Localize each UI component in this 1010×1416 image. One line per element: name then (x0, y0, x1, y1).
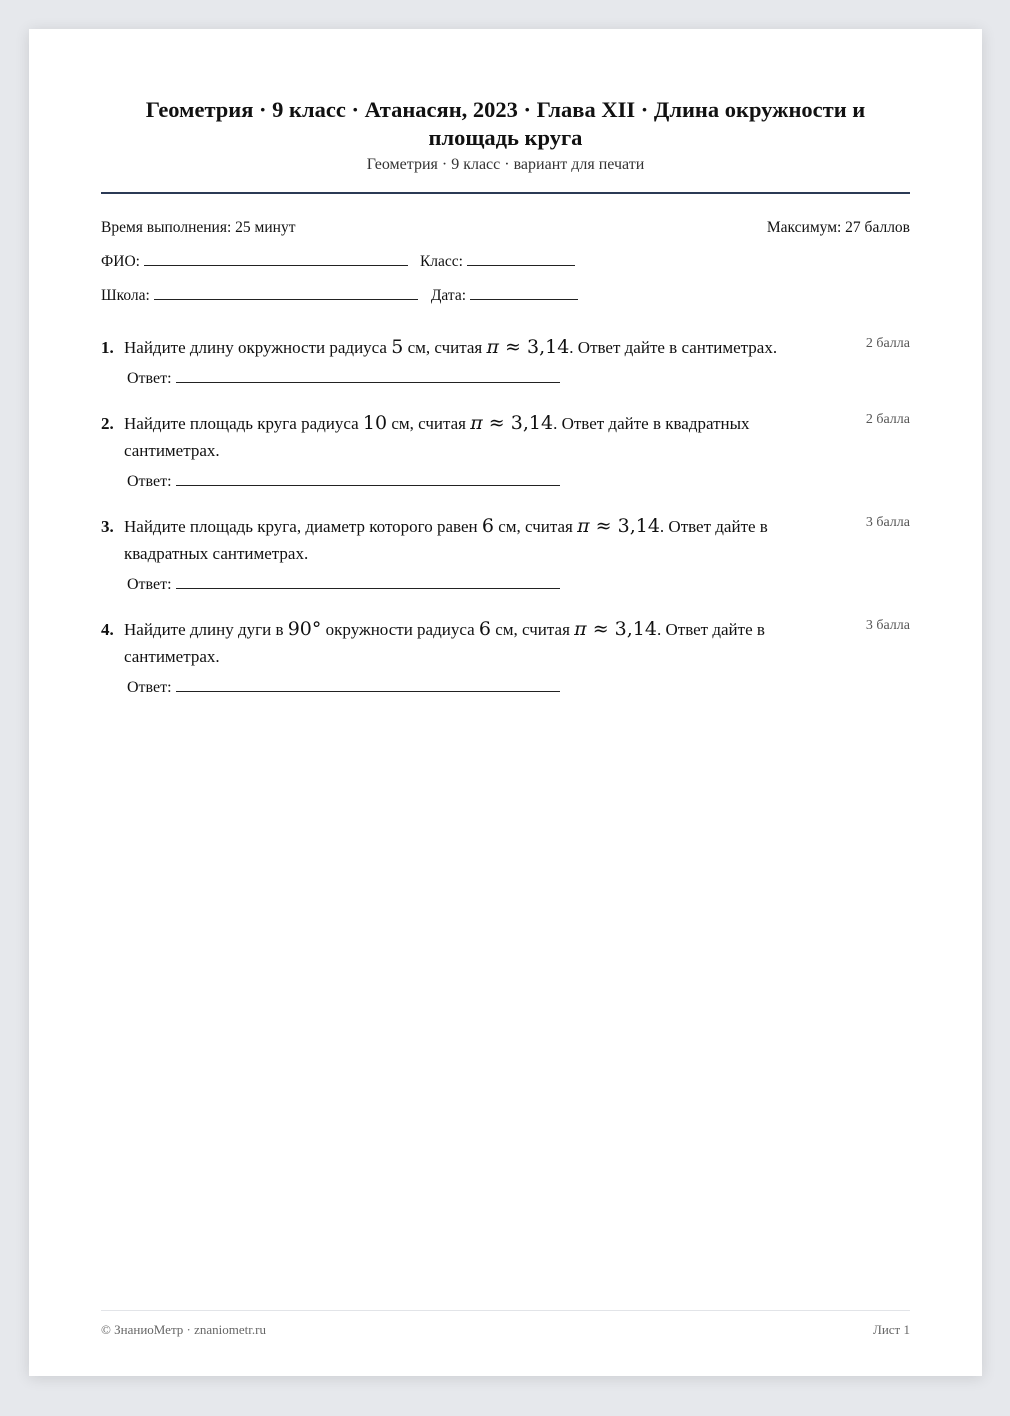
name-field[interactable] (144, 251, 408, 266)
task-points: 2 балла (865, 336, 910, 351)
answer-field[interactable] (176, 677, 560, 692)
pi-expression: π ≈ 3,14 (577, 515, 660, 537)
math-value: 90° (287, 618, 322, 640)
school-label: Школа: (101, 287, 150, 304)
class-label: Класс: (419, 253, 463, 270)
worksheet-page (29, 29, 982, 1376)
task-points: 2 балла (865, 412, 910, 427)
task-number: 1. (101, 338, 114, 357)
page-content (101, 29, 910, 1376)
task-text: Найдите длину дуги в 90° окружности радиуса 6 см, считая π ≈ 3,14. Ответ дайте в сантиметрах. (124, 618, 765, 666)
page-subtitle: Геометрия · 9 класс · вариант для печати (366, 156, 645, 173)
max-score: Максимум: 27 баллов (766, 219, 910, 236)
school-date-row (101, 285, 910, 306)
answer-row (127, 677, 910, 698)
math-value: 10 (362, 412, 388, 434)
math-value: 6 (481, 515, 494, 537)
answer-row (127, 574, 910, 595)
task-item (101, 334, 910, 389)
task-item (101, 513, 910, 595)
page-title: Геометрия · 9 класс · Атанасян, 2023 · Глава XII · Длина окружности и площадь круга (145, 97, 866, 150)
task-number: 3. (101, 517, 114, 536)
task-item (101, 616, 910, 698)
footer-copyright: © ЗнаниоМетр · znaniometr.ru (101, 1322, 266, 1337)
date-field[interactable] (470, 285, 578, 300)
task-points: 3 балла (865, 618, 910, 633)
name-label: ФИО: (101, 253, 140, 270)
date-label: Дата: (430, 287, 467, 304)
answer-row (127, 368, 910, 389)
pi-expression: π ≈ 3,14 (486, 336, 570, 358)
name-class-row (101, 251, 910, 272)
page-number: Лист 1 (873, 1322, 910, 1337)
task-item (101, 410, 910, 492)
header-divider (101, 192, 910, 194)
time-limit: Время выполнения: 25 минут (101, 219, 296, 236)
math-value: 6 (478, 618, 491, 640)
task-number: 2. (101, 414, 114, 433)
task-text: Найдите длину окружности радиуса 5 см, считая π ≈ 3,14. Ответ дайте в сантиметрах. (124, 336, 778, 358)
answer-label: Ответ: (127, 473, 172, 490)
page-footer (101, 1310, 910, 1338)
answer-label: Ответ: (127, 679, 172, 696)
class-field[interactable] (467, 251, 575, 266)
meta-row (101, 218, 910, 238)
pi-expression: π ≈ 3,14 (470, 412, 554, 434)
answer-label: Ответ: (127, 370, 172, 387)
answer-label: Ответ: (127, 576, 172, 593)
task-points: 3 балла (865, 515, 910, 530)
math-value: 5 (391, 336, 404, 358)
task-text: Найдите площадь круга радиуса 10 см, считая π ≈ 3,14. Ответ дайте в квадратных сантиметрах. (124, 412, 750, 460)
answer-field[interactable] (176, 471, 560, 486)
task-list (101, 334, 910, 698)
answer-row (127, 471, 910, 492)
school-field[interactable] (154, 285, 418, 300)
pi-expression: π ≈ 3,14 (574, 618, 657, 640)
task-text: Найдите площадь круга, диаметр которого равен 6 см, считая π ≈ 3,14. Ответ дайте в квадратных сантиметрах. (124, 515, 768, 563)
answer-field[interactable] (176, 368, 560, 383)
answer-field[interactable] (176, 574, 560, 589)
task-number: 4. (101, 620, 114, 639)
